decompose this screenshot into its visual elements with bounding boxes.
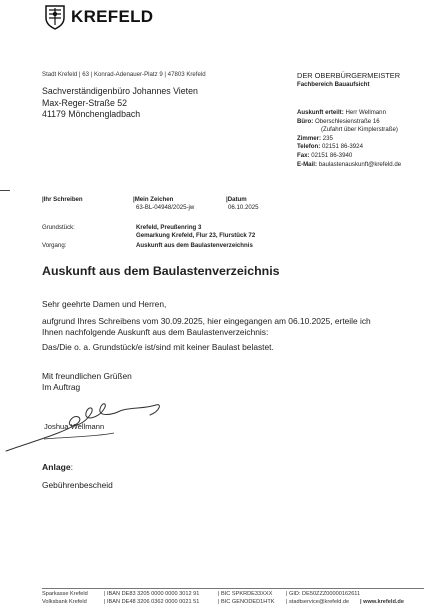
body-paragraph-1-line2: Ihnen nachfolgende Auskunft aus dem Baulastenverzeichnis: xyxy=(42,326,269,337)
letter-subject: Auskunft aus dem Baulastenverzeichnis xyxy=(42,264,280,278)
footer-email-link[interactable]: | stadtservice@krefeld.de xyxy=(286,599,350,605)
my-reference-label: |Mein Zeichen xyxy=(133,196,174,203)
my-reference xyxy=(133,196,194,212)
property-label: Grundstück: xyxy=(42,224,75,231)
footer-bank-row-1 xyxy=(42,591,360,598)
email-label: E-Mail: xyxy=(297,160,317,168)
info-by-row xyxy=(297,109,401,118)
authority-block xyxy=(297,71,400,89)
city-name-wordmark: KREFELD xyxy=(71,7,154,26)
attachment-heading xyxy=(42,462,73,473)
room-value: 235 xyxy=(322,134,333,142)
footer-divider xyxy=(42,588,424,589)
my-reference-value: 63-BL-04948/2025-jw xyxy=(136,204,195,211)
footer-bic: | BIC SPKRDE33XXX xyxy=(218,591,273,597)
date-block xyxy=(226,196,259,212)
phone-value: 02151 86-3924 xyxy=(321,143,363,151)
closing-greeting: Mit freundlichen Grüßen xyxy=(42,371,132,381)
footer-bic: | BIC GENODED1HTK xyxy=(218,599,275,605)
info-by-label: Auskunft erteilt: xyxy=(297,109,344,116)
signer-name: Joshua Wellmann xyxy=(44,422,105,431)
footer-iban: | IBAN DE48 3206 0362 0000 0021 51 xyxy=(104,599,200,605)
closing-on-behalf: Im Auftrag xyxy=(42,381,81,392)
recipient-street: Max-Reger-Straße 52 xyxy=(42,97,128,108)
office-note: (Zufahrt über Kimplerstraße) xyxy=(321,126,398,134)
email-value: baulastenauskunft@krefeld.de xyxy=(318,160,402,168)
krefeld-crest-icon xyxy=(44,4,66,30)
footer-iban: | IBAN DE83 3205 0000 0000 3012 91 xyxy=(104,591,200,597)
office-value: Oberschlesienstraße 16 xyxy=(314,117,380,125)
contact-details xyxy=(297,109,401,169)
date-label: |Datum xyxy=(226,196,247,203)
body-paragraph-1-line1: aufgrund Ihres Schreibens vom 30.09.2025, hier eingegangen am 06.10.2025, erteile ich xyxy=(42,316,371,326)
recipient-name: Sachverständigenbüro Johannes Vieten xyxy=(42,86,198,96)
footer-bank-name: Sparkasse Krefeld xyxy=(42,591,88,597)
attachment-item: Gebührenbescheid xyxy=(42,480,113,490)
sender-return-address: Stadt Krefeld | 63 | Konrad-Adenauer-Platz 9 | 47803 Krefeld xyxy=(42,71,206,78)
property-line2: Gemarkung Krefeld, Flur 23, Flurstück 72 xyxy=(136,232,256,239)
office-label: Büro: xyxy=(297,117,314,125)
office-row xyxy=(297,118,401,127)
attachment-colon: : xyxy=(70,462,74,472)
footer-website-link[interactable]: | www.krefeld.de xyxy=(360,599,404,605)
phone-label: Telefon: xyxy=(297,143,321,151)
fax-value: 02151 86-3940 xyxy=(311,151,353,159)
process-value: Auskunft aus dem Baulastenverzeichnis xyxy=(136,242,253,249)
fax-label: Fax: xyxy=(297,151,310,159)
attachment-label: Anlage xyxy=(42,462,71,472)
city-logo xyxy=(44,4,153,30)
info-by-value: Herr Wellmann xyxy=(345,109,386,116)
authority-title: DER OBERBÜRGERMEISTER xyxy=(297,71,401,80)
footer-gid: | GID: DE50ZZZ00000162611 xyxy=(286,591,361,597)
room-row xyxy=(297,135,401,144)
body-paragraph-1 xyxy=(42,316,371,337)
footer-bank-name: Volksbank Krefeld xyxy=(42,599,87,605)
property-details xyxy=(136,224,255,240)
closing xyxy=(42,371,132,392)
email-row xyxy=(297,161,401,170)
process-label: Vorgang: xyxy=(42,242,67,249)
salutation: Sehr geehrte Damen und Herren, xyxy=(42,299,167,309)
fold-mark xyxy=(0,190,10,191)
date-value: 06.10.2025 xyxy=(228,204,259,211)
authority-department: Fachbereich Bauaufsicht xyxy=(297,80,370,88)
phone-row xyxy=(297,143,401,152)
your-letter-label: |Ihr Schreiben xyxy=(42,196,83,203)
recipient-city: 41179 Mönchengladbach xyxy=(42,109,141,119)
recipient-address xyxy=(42,86,198,121)
footer-bank-row-2 xyxy=(42,599,404,606)
fax-row xyxy=(297,152,401,161)
room-label: Zimmer: xyxy=(297,134,322,142)
body-paragraph-2: Das/Die o. a. Grundstück/e ist/sind mit keiner Baulast belastet. xyxy=(42,342,274,352)
property-line1: Krefeld, Preußenring 3 xyxy=(136,224,202,231)
